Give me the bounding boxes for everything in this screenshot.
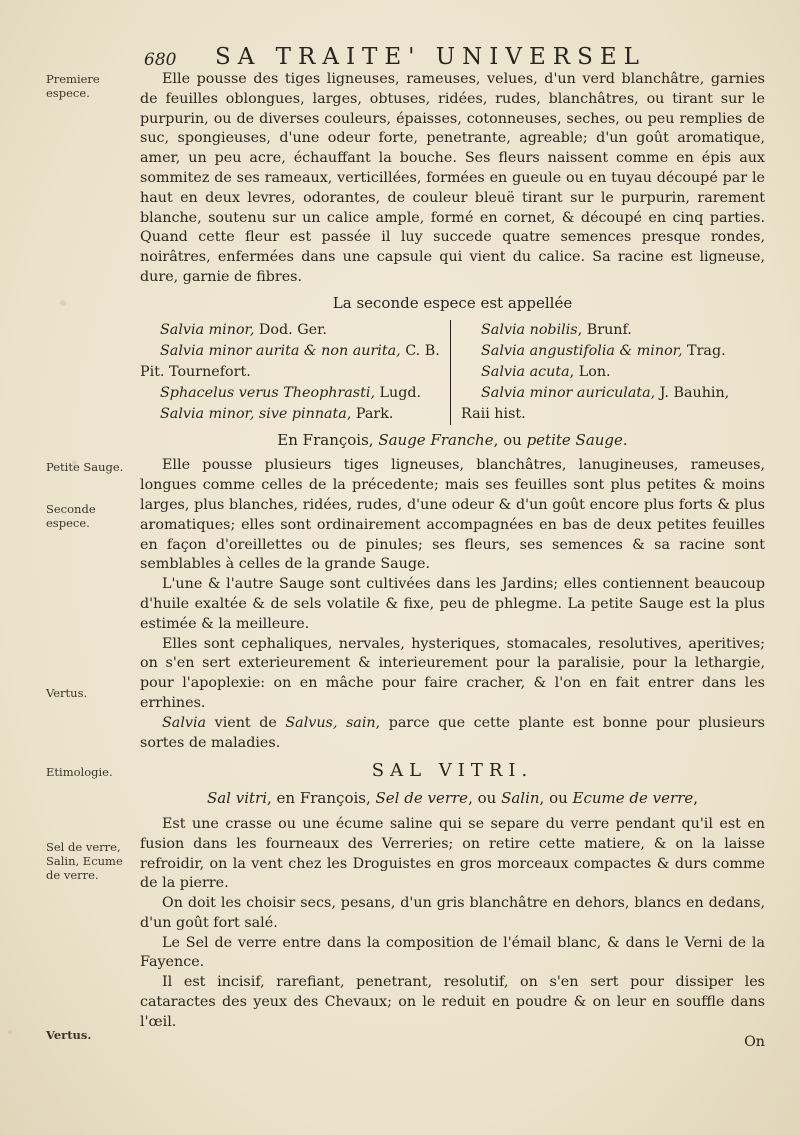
synonym-entry: Salvia nobilis, Brunf. (481, 321, 632, 338)
catchword: On (744, 1033, 765, 1050)
paragraph-sal-vitri-2: On doit les choisir secs, pesans, d'un gris blanchâtre en dehors, blancs en dedans, d'un goût fort salé. (140, 895, 765, 931)
margin-note-petite-sauge: Petite Sauge. (46, 460, 124, 474)
synonym-entry: Salvia minor, sive pinnata, Park. (160, 405, 394, 422)
main-text (140, 70, 765, 1052)
paragraph-culture: L'une & l'autre Sauge sont cultivées dans les Jardins; elles contiennent beaucoup d'huile exaltée & de sels volatile & fixe, peu de phlegme. La petite Sauge est la plus estimée & la meilleure. (140, 576, 765, 632)
paragraph-vertus: Elles sont cephaliques, nervales, hysteriques, stomacales, resolutives, aperitives; on s'en sert exterieurement & interieurement pour la paralisie, pour la lethargie, pour l'apoplexie: on en mâche pour faire cracher, & l'on en fait entrer dans les errhines. (140, 635, 765, 711)
running-title: SA TRAITE' UNIVERSEL (215, 44, 646, 70)
paragraph-sal-vitri-4: Il est incisif, rarefiant, penetrant, resolutif, on s'en sert pour dissiper les cataractes des yeux des Chevaux; on le reduit en poudre & on leur en souffle dans l'œil. (140, 974, 765, 1030)
page-number: 680 (144, 50, 177, 70)
section-title: SAL VITRI. (371, 760, 534, 782)
synonym-entry: Sphacelus verus Theophrasti, Lugd. (160, 384, 422, 401)
margin-note-seconde-espece: Seconde espece. (46, 502, 96, 530)
french-name-line: En François, Sauge Franche, ou petite Sauge. (277, 430, 628, 449)
paragraph-etimologie: Salvia vient de Salvus, sain, parce que cette plante est bonne pour plusieurs sortes de maladies. (140, 714, 765, 751)
synonym-entry: Salvia acuta, Lon. (481, 363, 611, 380)
synonym-entry: Salvia minor auriculata, J. Bauhin, (481, 384, 730, 401)
synonym-entry: Raii hist. (461, 405, 526, 422)
margin-note-sel-de-verre: Sel de verre, Salin, Ecume de verre. (46, 840, 123, 882)
synonyms-right-column (451, 320, 765, 425)
margin-note-vertus: Vertus. (46, 686, 88, 700)
seconde-espece-heading: La seconde espece est appellée (332, 293, 573, 312)
synonym-entry: Salvia angustifolia & minor, Trag. (481, 342, 726, 359)
paragraph-sal-vitri-1: Est une crasse ou une écume saline qui se separe du verre pendant qu'il est en fusion dans les fourneaux des Verreries; on retire cette matiere, & on la laisse refroidir, on la vent chez les Droguistes en gros morceaux compactes & durs comme de la pierre. (140, 815, 765, 892)
paragraph-sal-vitri-3: Le Sel de verre entre dans la composition de l'émail blanc, & dans le Verni de la Fayence. (140, 934, 765, 971)
synonyms-left-column (140, 320, 451, 425)
paragraph-description-1: Elle pousse des tiges ligneuses, rameuses, velues, d'un verd blanchâtre, garnies de feuilles oblongues, larges, obtuses, ridées, rudes, blanchâtres, ou tirant sur le purpurin, ou de diverses couleurs, épaisses, cotonneuses, seches, ou peu remplies de suc, spongieuses, d'une odeur forte, penetrante, agreable; d'un goût aromatique, amer, un peu acre, échauffant la bouche. Ses fleurs naissent comme en épis aux sommitez de ses rameaux, verticillées, formées en gueule ou en tuyau découpé par le haut en deux levres, odorantes, de couleur bleuë tirant sur le purpurin, rarement blanche, soutenu sur un calice ample, formé en cornet, & découpé en cinq parties. Quand cette fleur est passée il luy succede quatre semences presque rondes, noirâtres, enfermées dans une capsule qui vient du calice. Sa racine est ligneuse, dure, garnie de fibres. (140, 71, 765, 285)
margin-note-vertus-2: Vertus. (46, 1028, 92, 1042)
synonym-entry: Salvia minor, Dod. Ger. (160, 321, 327, 338)
margin-note-etimologie: Etimologie. (46, 765, 113, 779)
paragraph-description-2: Elle pousse plusieurs tiges ligneuses, blanchâtres, lanugineuses, rameuses, longues comme celles de la précedente; mais ses feuilles sont plus petites & moins larges, plus blanches, ridées, rudes, d'une odeur & d'un goût encore plus forts & plus aromatiques; elles sont ordinairement accompagnées en bas de deux petites feuilles en façon d'oreillettes ou de pinules; ses fleurs, ses semences & sa racine sont semblables à celles de la grande Sauge. (140, 457, 765, 573)
synonym-entry: Pit. Tournefort. (140, 363, 251, 380)
margin-note-premiere-espece: Premiere espece. (46, 72, 100, 100)
sal-vitri-names: Sal vitri, en François, Sel de verre, ou Salin, ou Ecume de verre, (206, 789, 699, 808)
synonyms-table (140, 320, 765, 425)
synonym-entry: Salvia minor aurita & non aurita, C. B. (160, 342, 440, 359)
